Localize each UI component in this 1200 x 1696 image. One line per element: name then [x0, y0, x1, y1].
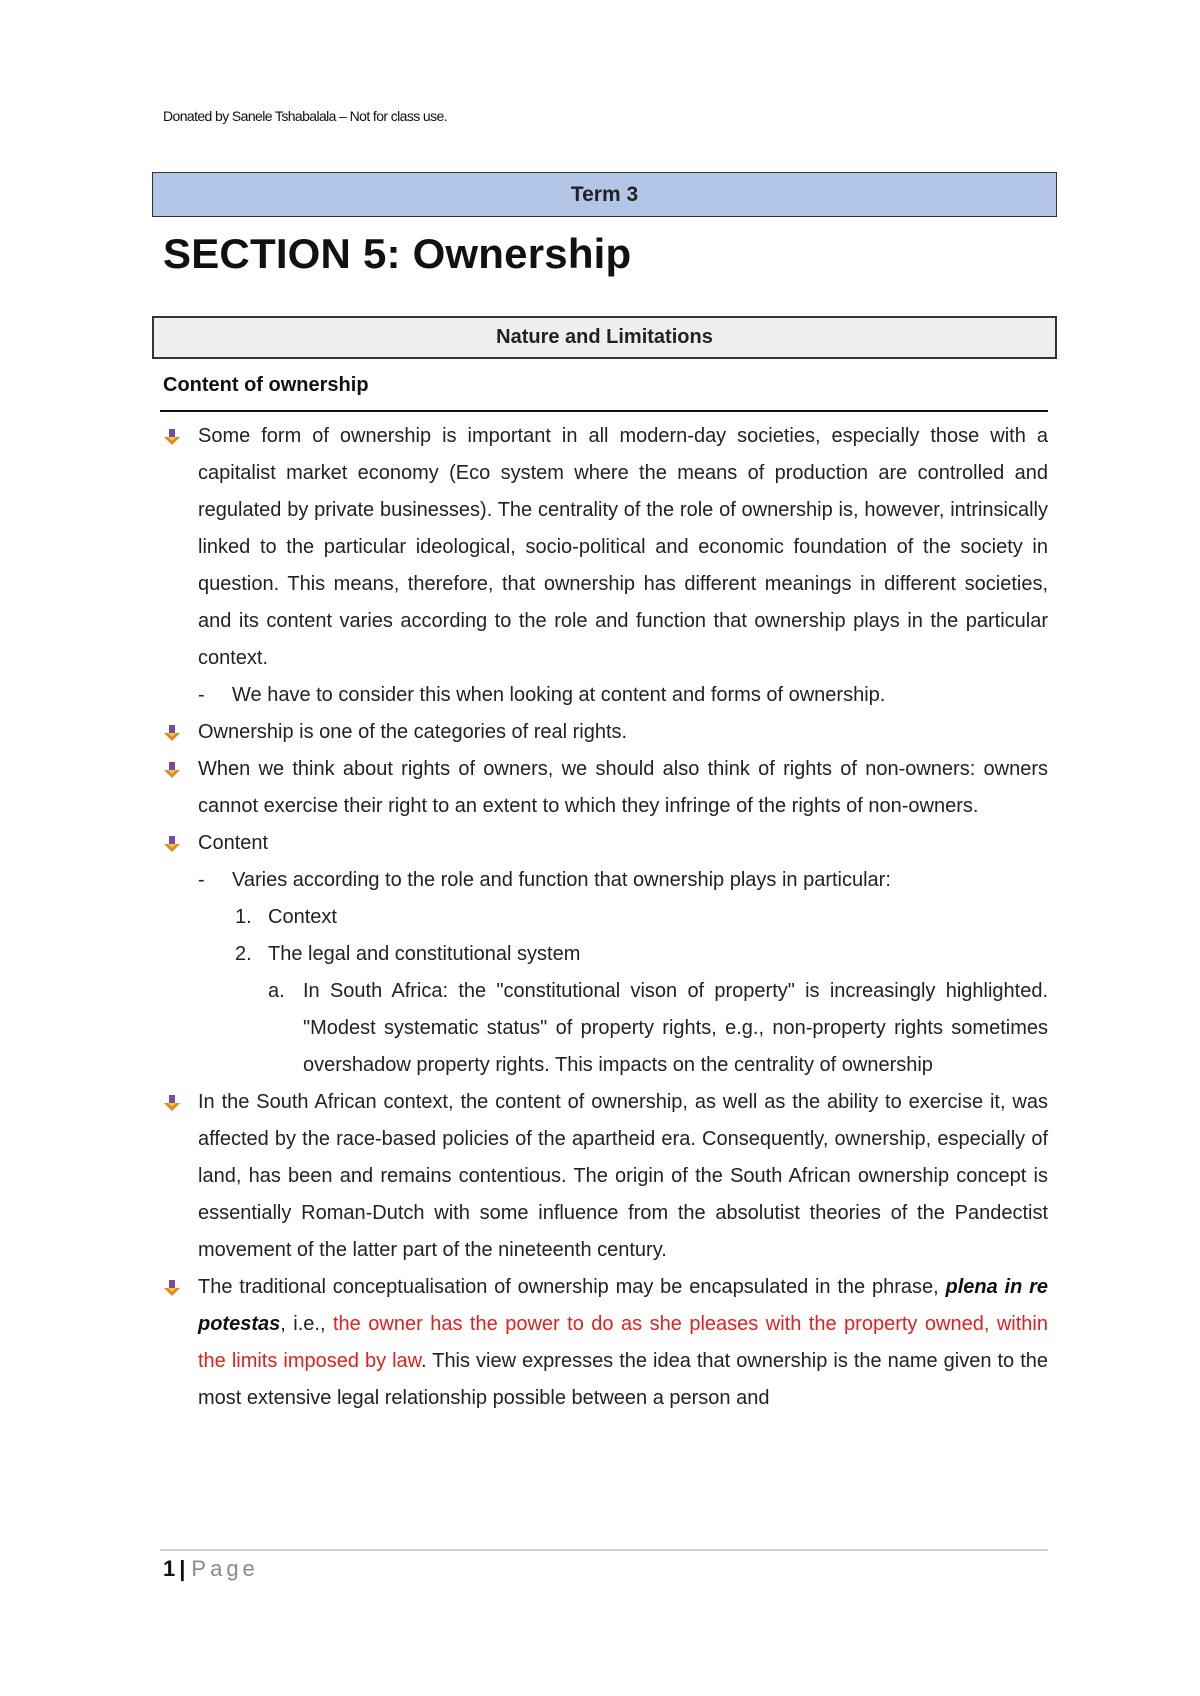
down-arrow-bullet-icon: [163, 1095, 181, 1112]
page-number: 1: [163, 1556, 176, 1581]
subsection-label: Nature and Limitations: [496, 326, 713, 348]
footer-divider: [160, 1549, 1048, 1551]
list-item: In the South African context, the content of ownership, as well as the ability to exercise it, was affected by the race-based policies of the apartheid era. Consequently, ownership, especially of land, has been and remains contentious. The origin of the South African ownership concept is essentially Roman-Dutch with some influence from the absolutist theories of the Pandectist movement of the latter part of the nineteenth century.: [160, 1084, 1048, 1269]
down-arrow-bullet-icon: [163, 1280, 181, 1297]
list-item: Content: [160, 825, 1048, 862]
lettered-item: a. In South Africa: the "constitutional vison of property" is increasingly highlighted. "Modest systematic status" of property rights, e.g., non-property rights sometimes overshadow property rights. This impacts on the centrality of ownership: [268, 980, 1048, 1076]
heading-divider: [160, 410, 1048, 412]
list-item: Some form of ownership is important in all modern-day societies, especially those with a capitalist market economy (Eco system where the means of production are controlled and regulated by private businesses). The centrality of the role of ownership is, however, intrinsically linked to the particular ideological, socio-political and economic foundation of the society in question. This means, therefore, that ownership has different meanings in different societies, and its content varies according to the role and function that ownership plays in the particular context.: [160, 418, 1048, 677]
list-item: The traditional conceptualisation of ownership may be encapsulated in the phrase, plena in re potestas, i.e., the owner has the power to do as she pleases with the property owned, within the limits imposed by law. This view expresses the idea that ownership is the name given to the most extensive legal relationship possible between a person and: [160, 1269, 1048, 1417]
down-arrow-bullet-icon: [163, 762, 181, 779]
page-label: Page: [191, 1556, 259, 1581]
term-banner: [152, 172, 1057, 217]
content-heading: Content of ownership: [163, 374, 369, 396]
document-body: [160, 418, 1048, 1417]
sub-list-item: - We have to consider this when looking at content and forms of ownership.: [198, 684, 886, 706]
list-item: When we think about rights of owners, we should also think of rights of non-owners: owners cannot exercise their right to an extent to which they infringe of the rights of non-owners.: [160, 751, 1048, 825]
down-arrow-bullet-icon: [163, 725, 181, 742]
section-title: SECTION 5: Ownership: [163, 230, 632, 277]
page-footer: [163, 1556, 259, 1582]
subsection-banner: [152, 316, 1057, 359]
numbered-item: 2. The legal and constitutional system: [235, 943, 581, 965]
sub-list-item: - Varies according to the role and function that ownership plays in particular:: [198, 869, 891, 891]
highlighted-definition: the owner has the power to do as she pleases with the property owned, within the limits imposed by law: [198, 1313, 1048, 1372]
term-label: Term 3: [570, 182, 639, 206]
header-note: Donated by Sanele Tshabalala – Not for class use.: [163, 108, 447, 124]
footer-separator: |: [179, 1556, 186, 1581]
down-arrow-bullet-icon: [163, 429, 181, 446]
latin-term: plena in re potestas: [198, 1276, 1049, 1335]
down-arrow-bullet-icon: [163, 836, 181, 853]
list-item: Ownership is one of the categories of real rights.: [160, 714, 1048, 751]
numbered-item: 1. Context: [235, 906, 337, 928]
